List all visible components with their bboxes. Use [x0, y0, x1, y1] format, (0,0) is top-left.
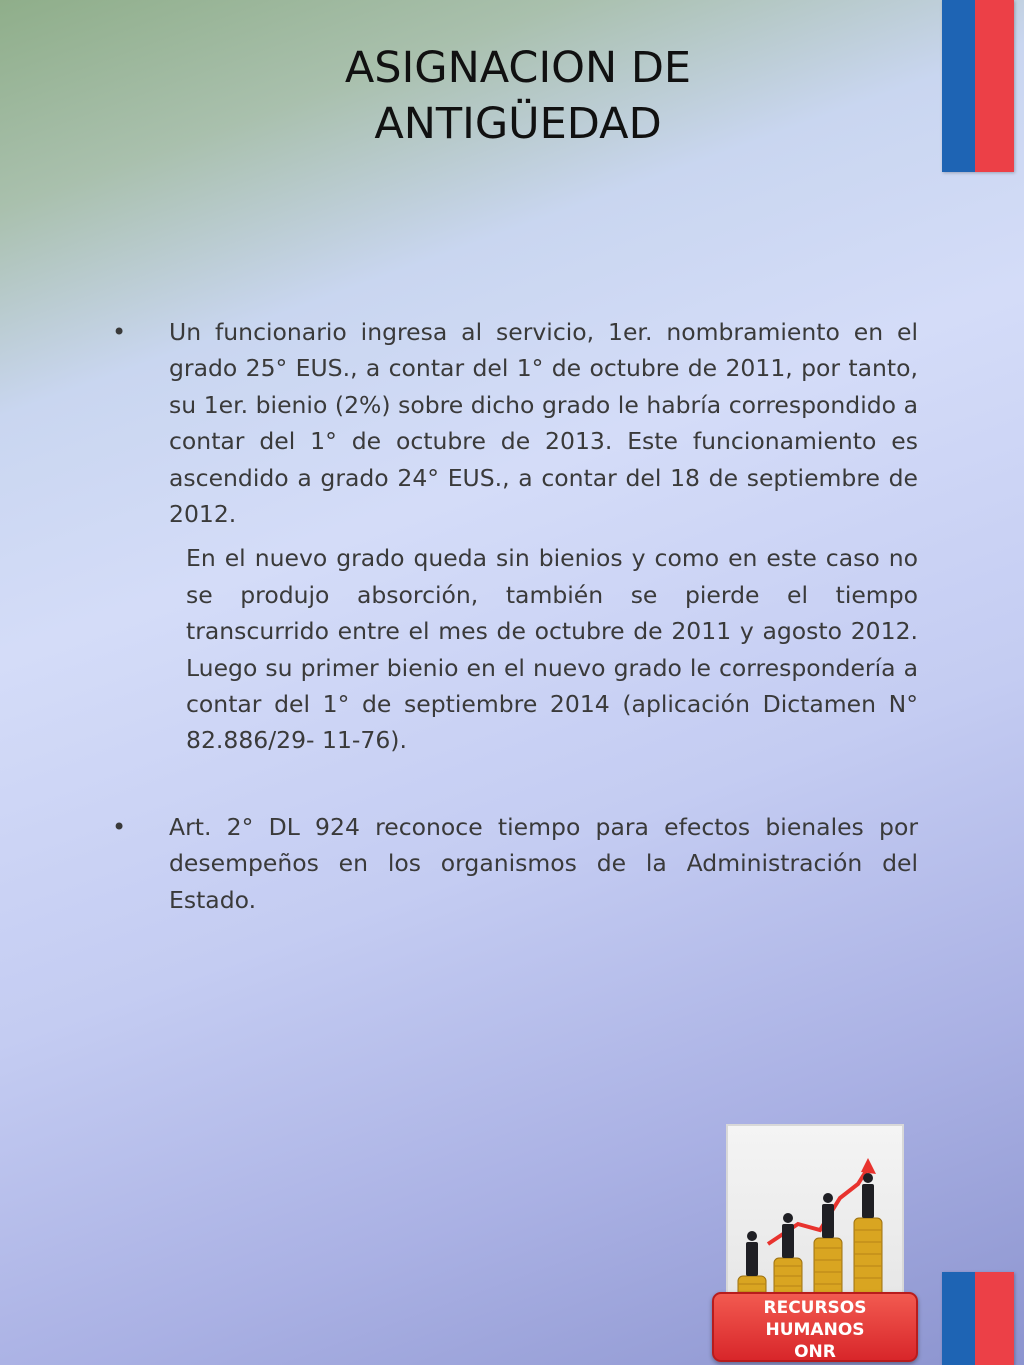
coins-growth-image: [726, 1124, 904, 1306]
bullet-item-1: [112, 314, 918, 532]
recursos-humanos-badge: [712, 1292, 918, 1362]
flag-blue-stripe: [942, 1272, 975, 1365]
bullet-2-text: Art. 2° DL 924 reconoce tiempo para efectos bienales por desempeños en los organismos de la Administración del Estado.: [169, 812, 918, 914]
recursos-humanos-logo: [712, 1122, 920, 1365]
slide-body: [112, 314, 918, 918]
bullet-marker: •: [112, 318, 127, 346]
bullet-1-text: Un funcionario ingresa al servicio, 1er. nombramiento en el grado 25° EUS., a contar del 1° de octubre de 2011, por tanto, su 1er. bienio (2%) sobre dicho grado le habría correspondido a contar del 1° de octubre de 2013. Este funcionamiento es ascendido a grado 24° EUS., a contar del 18 de septiembre de 2012.: [169, 318, 918, 529]
badge-line-1: RECURSOS: [763, 1298, 867, 1318]
flag-stripe-bottom: [942, 1272, 1014, 1365]
flag-red-stripe: [975, 1272, 1014, 1365]
bullet-item-2: [112, 809, 918, 918]
bullet-marker: •: [112, 812, 127, 841]
title-line-2: ANTIGÜEDAD: [374, 99, 662, 149]
badge-line-3: ONR: [794, 1342, 836, 1362]
bullet-1-continuation: En el nuevo grado queda sin bienios y como en este caso no se produjo absorción, también se pierde el tiempo transcurrido entre el mes de octubre de 2011 y agosto 2012. Luego su primer bienio en el nuevo grado le correspondería a contar del 1° de septiembre 2014 (aplicación Dictamen N° 82.886/29- 11-76).: [186, 544, 918, 755]
coins-people-illustration: [728, 1126, 902, 1304]
flag-red-stripe: [975, 0, 1014, 172]
title-line-1: ASIGNACION DE: [344, 43, 692, 93]
flag-blue-stripe: [942, 0, 975, 172]
slide-title: [300, 40, 736, 152]
badge-line-2: HUMANOS: [765, 1320, 865, 1340]
flag-stripe-top: [942, 0, 1014, 172]
